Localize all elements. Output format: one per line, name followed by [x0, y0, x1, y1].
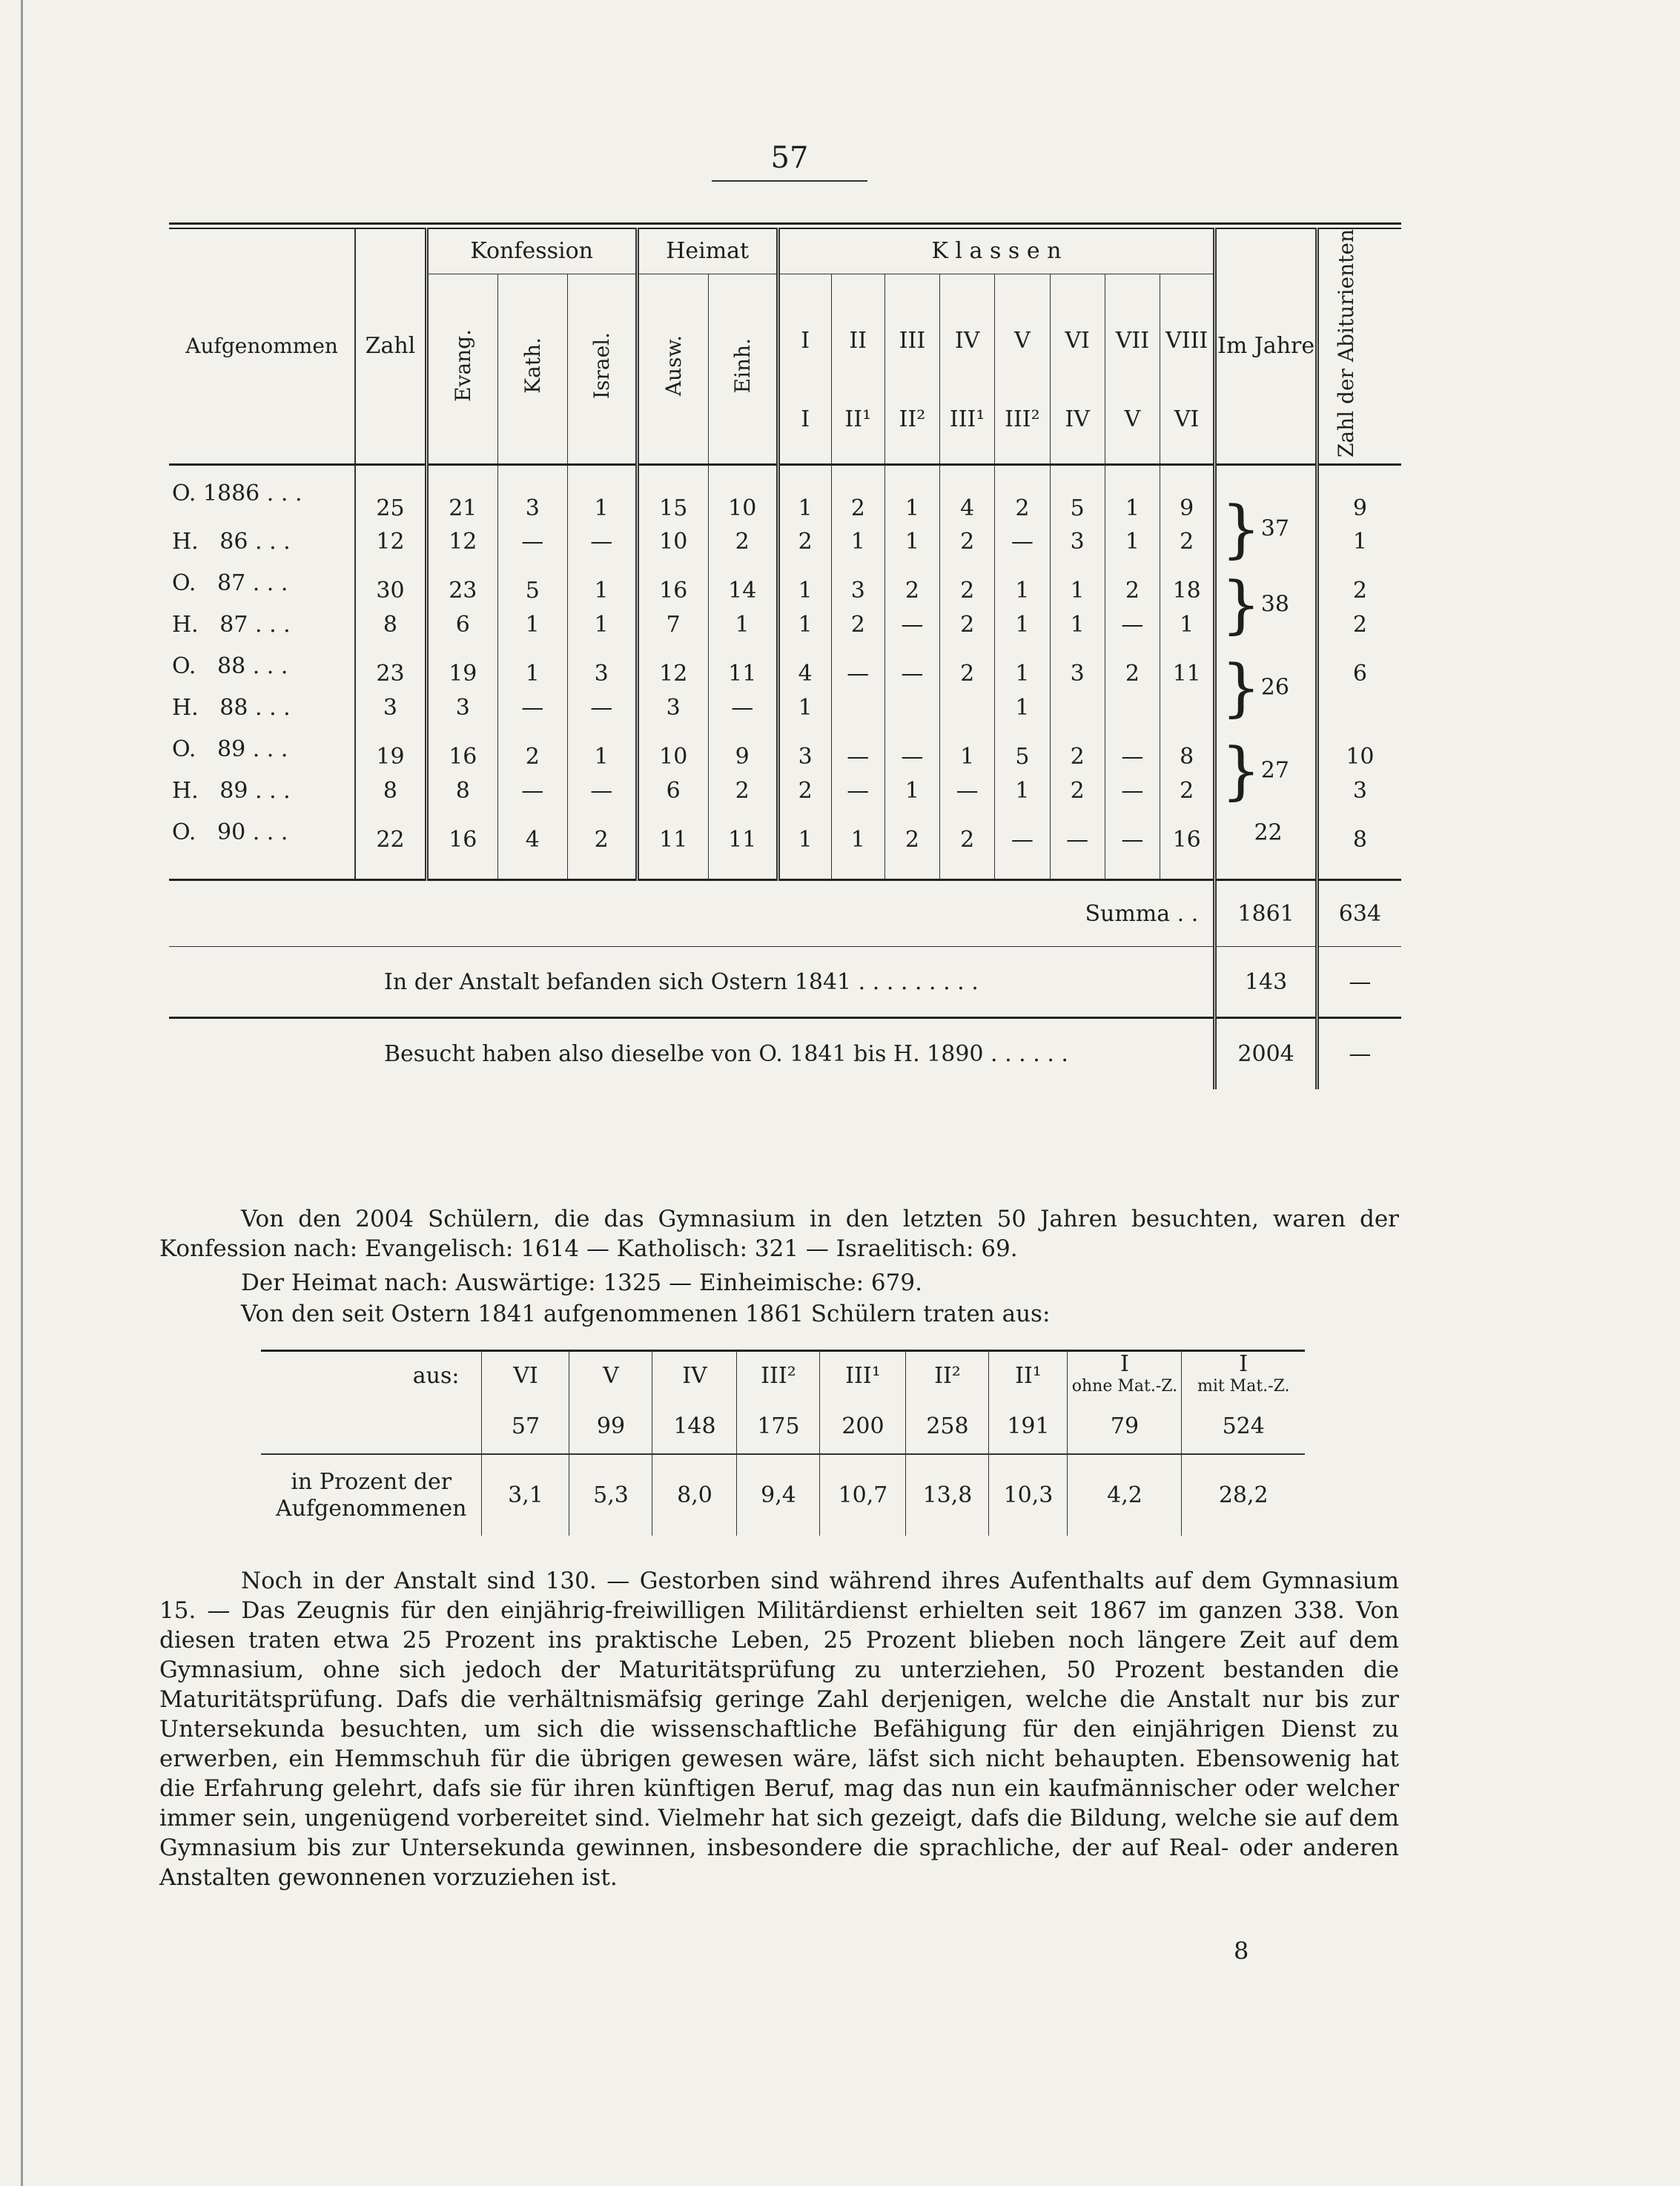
klasse-top-2: II [831, 274, 884, 407]
year-total-value: 22 [1254, 819, 1283, 846]
row-cell: 2 [1050, 729, 1105, 770]
row-cell [831, 687, 884, 729]
row-cell: — [831, 770, 884, 812]
spacer-cell [831, 853, 884, 880]
row-cell: 1 [995, 770, 1050, 812]
row-cell: 2 [831, 604, 884, 646]
row-cell: 6 [637, 770, 708, 812]
row-cell: 11 [708, 646, 778, 687]
aus-pct-i-mit: 28,2 [1182, 1454, 1305, 1536]
row-cell [1105, 687, 1160, 729]
aus-count-iii1: 200 [820, 1399, 906, 1454]
aus-class-iii2: III² [737, 1352, 820, 1399]
row-abiturienten: 3 [1352, 778, 1367, 804]
row-label: O. 89 . . . [172, 736, 288, 762]
row-cell: 1 [884, 464, 939, 521]
klasse-bottom-3: II² [884, 406, 939, 464]
row-cell: 4 [497, 812, 567, 853]
row-cell: — [1105, 729, 1160, 770]
row-abiturienten [1317, 687, 1401, 729]
row-cell: 2 [708, 770, 778, 812]
row-cell: 16 [1160, 812, 1215, 853]
klasse-bottom-2: II¹ [831, 406, 884, 464]
row-cell: 3 [1050, 521, 1105, 563]
row-cell: 10 [708, 464, 778, 521]
row-cell: 2 [1160, 770, 1215, 812]
row-cell: 10 [637, 521, 708, 563]
year-total [1215, 812, 1317, 853]
row-cell: — [708, 687, 778, 729]
spacer-cell [1317, 853, 1401, 880]
row-cell: — [1050, 812, 1105, 853]
row-cell: 9 [1160, 464, 1215, 521]
year-total-value: 27 [1260, 757, 1289, 783]
row-cell: 2 [1105, 563, 1160, 604]
closing-paragraph: Noch in der Anstalt sind 130. — Gestorben sind während ihres Aufenthalts auf dem Gymnasium 15. — Das Zeugnis für den einjährig-freiwilligen Militärdienst erhielten seit 1867 im ganzen 338. Von diesen traten etwa 25 Prozent ins praktische Leben, 25 Prozent blieben noch längere Zeit auf dem Gymnasium, ohne sich jedoch der Maturitätsprüfung zu unterziehen, 50 Prozent bestanden die Maturitätsprüfung. Dafs die verhältnismäfsig geringe Zahl derjenigen, welche die Anstalt nur bis zur Untersekunda besuchten, um sich die wissenschaftliche Befähigung für den einjährigen Dienst zu erwerben, ein Hemmschuh für die übrigen gewesen wäre, läfst sich nicht behaupten. Ebensowenig hat die Erfahrung gelehrt, dafs sie für ihren künftigen Beruf, mag das nun ein kaufmännischer oder welcher immer sein, ungenügend vorbereitet sind. Vielmehr hat sich gezeigt, dafs die Bildung, welche sie auf dem Gymnasium bis zur Untersekunda gewinnen, insbesondere die sprachliche, der auf Real- oder anderen Anstalten gewonnenen vorzuziehen ist. [159, 1568, 1399, 1891]
row-cell: 1 [995, 563, 1050, 604]
besucht-value: 2004 [1215, 1018, 1317, 1089]
header-israel-text: Israel. [589, 332, 614, 400]
aus-pct-iii1: 10,7 [820, 1454, 906, 1536]
row-cell [1050, 687, 1105, 729]
row-cell: 2 [778, 770, 831, 812]
row-cell: 3 [426, 687, 497, 729]
summary-heimat: Der Heimat nach: Auswärtige: 1325 — Einheimische: 679. [241, 1269, 922, 1296]
row-cell: 1 [567, 729, 637, 770]
aus-count-vi: 57 [482, 1399, 569, 1454]
row-cell: 1 [995, 604, 1050, 646]
row-cell: 1 [567, 563, 637, 604]
row-cell: 4 [778, 646, 831, 687]
klasse-bottom-7: V [1105, 406, 1160, 464]
aus-class-ii2: II² [906, 1352, 989, 1399]
row-cell: 2 [940, 604, 995, 646]
admissions-rows [169, 464, 1401, 853]
aus-pct-iv: 8,0 [652, 1454, 737, 1536]
sheet-signature: 8 [1234, 1937, 1249, 1965]
klasse-top-7: VII [1105, 274, 1160, 407]
aus-pct-i-ohne: 4,2 [1068, 1454, 1182, 1536]
befanden-value: 143 [1215, 947, 1317, 1018]
year-total-value: 26 [1260, 674, 1289, 700]
row-abiturienten: 2 [1352, 578, 1367, 604]
klasse-top-6: VI [1050, 274, 1105, 407]
row-cell: 3 [831, 563, 884, 604]
spacer-cell [1160, 853, 1215, 880]
klasse-top-8: VIII [1160, 274, 1215, 407]
aus-pct-vi: 3,1 [482, 1454, 569, 1536]
row-label: H. 88 . . . [172, 695, 291, 721]
spacer-cell [355, 853, 426, 880]
row-cell: 2 [940, 563, 995, 604]
row-cell: — [884, 729, 939, 770]
admissions-table [169, 222, 1401, 1089]
row-cell: 8 [426, 770, 497, 812]
klasse-bottom-5: III² [995, 406, 1050, 464]
row-cell: 19 [426, 646, 497, 687]
summa-abit: 634 [1317, 880, 1401, 947]
aus-count-i-ohne: 79 [1068, 1399, 1182, 1454]
row-cell: 11 [1160, 646, 1215, 687]
aus-count-ii2: 258 [906, 1399, 989, 1454]
spacer-cell [169, 853, 355, 880]
row-cell: 5 [995, 729, 1050, 770]
aus-count-iii2: 175 [737, 1399, 820, 1454]
row-cell: — [831, 729, 884, 770]
klasse-top-5: V [995, 274, 1050, 407]
row-cell: 3 [778, 729, 831, 770]
aus-class-i-mit [1182, 1352, 1305, 1399]
row-cell: 5 [497, 563, 567, 604]
spacer-cell [637, 853, 708, 880]
header-zahl: Zahl [355, 228, 426, 465]
row-cell: 1 [831, 521, 884, 563]
spacer-cell [497, 853, 567, 880]
spacer-row [169, 853, 1401, 880]
row-cell: 1 [884, 521, 939, 563]
klasse-top-4: IV [940, 274, 995, 407]
befanden-abit: — [1317, 947, 1401, 1018]
besucht-label: Besucht haben also dieselbe von O. 1841 bis H. 1890 . . . . . . [169, 1018, 1215, 1089]
row-cell: 1 [567, 604, 637, 646]
row-cell: 1 [1105, 521, 1160, 563]
befanden-label: In der Anstalt befanden sich Ostern 1841 . . . . . . . . . [169, 947, 1215, 1018]
brace-icon: } [1221, 733, 1261, 807]
row-abiturienten: 1 [1352, 529, 1367, 555]
header-aufgenommen: Aufgenommen [169, 228, 355, 465]
brace-icon: } [1221, 567, 1261, 641]
aus-class-i-ohne-label: I [1120, 1351, 1129, 1377]
row-cell: — [884, 646, 939, 687]
header-abiturienten-text: Zahl der Abiturienten [1334, 228, 1359, 458]
row-cell: 5 [1050, 464, 1105, 521]
row-cell: 1 [778, 464, 831, 521]
row-cell: 11 [708, 812, 778, 853]
aus-count-i-mit: 524 [1182, 1399, 1305, 1454]
table-row [169, 563, 1401, 604]
header-evang [426, 274, 497, 465]
row-abiturienten: 2 [1352, 612, 1367, 638]
aus-label: aus: [412, 1362, 460, 1389]
row-abiturienten: 10 [1346, 744, 1375, 770]
besucht-row [169, 1018, 1401, 1089]
row-cell: 2 [995, 464, 1050, 521]
year-total [1215, 464, 1317, 563]
row-cell: — [497, 521, 567, 563]
row-cell: 2 [1105, 646, 1160, 687]
row-cell: 6 [426, 604, 497, 646]
aus-pct-v: 5,3 [569, 1454, 652, 1536]
row-cell: 2 [884, 812, 939, 853]
row-cell: 2 [567, 812, 637, 853]
klasse-bottom-6: IV [1050, 406, 1105, 464]
row-cell: 7 [637, 604, 708, 646]
row-cell: 16 [637, 563, 708, 604]
row-cell: 16 [426, 812, 497, 853]
row-cell: 3 [637, 687, 708, 729]
row-cell: 18 [1160, 563, 1215, 604]
row-cell: 1 [995, 646, 1050, 687]
header-klassen: K l a s s e n [778, 228, 1215, 274]
row-cell: 2 [831, 464, 884, 521]
row-cell: — [497, 770, 567, 812]
aus-count-label [261, 1399, 482, 1454]
table-row [169, 812, 1401, 853]
spacer-cell [1215, 853, 1317, 880]
row-cell: 8 [355, 604, 426, 646]
spacer-cell [884, 853, 939, 880]
spacer-cell [567, 853, 637, 880]
brace-icon: } [1221, 650, 1261, 724]
row-cell: 1 [708, 604, 778, 646]
year-total [1215, 646, 1317, 729]
spacer-cell [778, 853, 831, 880]
klasse-top-3: III [884, 274, 939, 407]
aus-pct-ii2: 13,8 [906, 1454, 989, 1536]
row-cell: 2 [1050, 770, 1105, 812]
row-cell: 2 [497, 729, 567, 770]
row-cell: 1 [1160, 604, 1215, 646]
row-cell: 15 [637, 464, 708, 521]
besucht-abit: — [1317, 1018, 1401, 1089]
spacer-cell [995, 853, 1050, 880]
aus-percent-label: in Prozent der Aufgenommenen [261, 1454, 482, 1536]
row-cell: 3 [497, 464, 567, 521]
table-row [169, 729, 1401, 770]
summary-konfession: Von den 2004 Schülern, die das Gymnasium in den letzten 50 Jahren besuchten, waren der Konfession nach: Evangelisch: 1614 — Katholisch: 321 — Israelitisch: 69. [159, 1206, 1399, 1262]
row-cell: 22 [355, 812, 426, 853]
header-konfession: Konfession [426, 228, 637, 274]
row-cell: 3 [355, 687, 426, 729]
klasse-bottom-4: III¹ [940, 406, 995, 464]
row-cell: 2 [884, 563, 939, 604]
row-cell [884, 687, 939, 729]
row-cell: 1 [497, 604, 567, 646]
row-cell: — [831, 646, 884, 687]
row-cell: 19 [355, 729, 426, 770]
row-cell: 2 [940, 812, 995, 853]
row-label: H. 87 . . . [172, 612, 291, 638]
row-cell: 10 [637, 729, 708, 770]
summa-label: Summa . . [169, 880, 1215, 947]
row-cell: 12 [426, 521, 497, 563]
row-cell: — [1105, 604, 1160, 646]
spacer-cell [426, 853, 497, 880]
befanden-row [169, 947, 1401, 1018]
row-cell: — [497, 687, 567, 729]
summary-traten-aus: Von den seit Ostern 1841 aufgenommenen 1861 Schülern traten aus: [241, 1301, 1051, 1327]
spacer-cell [1050, 853, 1105, 880]
row-cell: 23 [355, 646, 426, 687]
page-number-rule [712, 180, 867, 182]
row-cell: 2 [708, 521, 778, 563]
row-cell: 23 [426, 563, 497, 604]
row-cell: 3 [567, 646, 637, 687]
klasse-bottom-1: I [778, 406, 831, 464]
row-cell: 1 [567, 464, 637, 521]
page-edge [21, 0, 23, 2186]
row-cell: 2 [940, 521, 995, 563]
row-cell: 1 [778, 604, 831, 646]
spacer-cell [1105, 853, 1160, 880]
row-cell: 1 [831, 812, 884, 853]
row-cell: — [567, 687, 637, 729]
row-cell: 1 [940, 729, 995, 770]
header-im-jahre: Im Jahre [1215, 228, 1317, 465]
year-total-value: 38 [1260, 591, 1289, 617]
row-cell: 14 [708, 563, 778, 604]
row-cell: 3 [1050, 646, 1105, 687]
aus-count-v: 99 [569, 1399, 652, 1454]
klasse-top-1: I [778, 274, 831, 407]
header-heimat: Heimat [637, 228, 778, 274]
row-cell: 2 [1160, 521, 1215, 563]
aus-class-ii1: II¹ [989, 1352, 1068, 1399]
row-cell [1160, 687, 1215, 729]
aus-pct-iii2: 9,4 [737, 1454, 820, 1536]
row-label: O. 90 . . . [172, 819, 288, 845]
row-cell: — [884, 604, 939, 646]
row-cell: 25 [355, 464, 426, 521]
row-abiturienten: 6 [1352, 661, 1367, 687]
row-cell: 16 [426, 729, 497, 770]
spacer-cell [708, 853, 778, 880]
row-cell: 1 [778, 563, 831, 604]
row-abiturienten: 8 [1352, 827, 1367, 853]
row-cell: 1 [1050, 604, 1105, 646]
aus-class-i-ohne-sub: ohne Mat.-Z. [1071, 1377, 1178, 1396]
row-label: O. 88 . . . [172, 653, 288, 679]
row-abiturienten: 9 [1352, 495, 1367, 521]
row-label: O. 87 . . . [172, 570, 288, 596]
brace-icon: } [1221, 492, 1261, 565]
header-einh-text: Einh. [730, 338, 755, 394]
header-ausw [637, 274, 708, 465]
header-israel [567, 274, 637, 465]
aus-class-vi: VI [482, 1352, 569, 1399]
ausgetreten-table [261, 1350, 1305, 1536]
row-label: H. 86 . . . [172, 529, 291, 555]
row-cell: 2 [940, 646, 995, 687]
year-total-value: 37 [1260, 515, 1289, 542]
row-cell: 11 [637, 812, 708, 853]
row-cell: — [995, 521, 1050, 563]
header-abiturienten [1317, 228, 1401, 465]
aus-class-iii1: III¹ [820, 1352, 906, 1399]
aus-class-iv: IV [652, 1352, 737, 1399]
header-kath [497, 274, 567, 465]
aus-count-iv: 148 [652, 1399, 737, 1454]
aus-count-ii1: 191 [989, 1399, 1068, 1454]
row-label: H. 89 . . . [172, 778, 291, 804]
row-cell: 2 [778, 521, 831, 563]
row-cell: 12 [355, 521, 426, 563]
aus-class-i-ohne [1068, 1352, 1182, 1399]
row-cell: — [940, 770, 995, 812]
spacer-cell [940, 853, 995, 880]
header-ausw-text: Ausw. [661, 335, 686, 397]
table-row [169, 646, 1401, 687]
summa-value: 1861 [1215, 880, 1317, 947]
aus-class-i-mit-sub: mit Mat.-Z. [1197, 1377, 1290, 1396]
aus-class-v: V [569, 1352, 652, 1399]
row-cell: — [567, 521, 637, 563]
header-einh [708, 274, 778, 465]
aus-pct-ii1: 10,3 [989, 1454, 1068, 1536]
row-cell: 1 [778, 687, 831, 729]
row-cell: 1 [1050, 563, 1105, 604]
row-cell: 1 [778, 812, 831, 853]
row-cell [940, 687, 995, 729]
klasse-bottom-8: VI [1160, 406, 1215, 464]
row-cell: 1 [884, 770, 939, 812]
row-cell: — [567, 770, 637, 812]
row-cell: 8 [1160, 729, 1215, 770]
aus-class-i-mit-label: I [1239, 1351, 1249, 1377]
row-cell: — [1105, 770, 1160, 812]
page-number: 57 [770, 141, 809, 175]
header-evang-text: Evang. [450, 329, 475, 403]
row-cell: 1 [995, 687, 1050, 729]
row-cell: 9 [708, 729, 778, 770]
row-cell: 21 [426, 464, 497, 521]
row-label: O. 1886 . . . [172, 480, 302, 506]
year-total [1215, 729, 1317, 812]
row-cell: 12 [637, 646, 708, 687]
row-cell: — [995, 812, 1050, 853]
row-cell: 1 [497, 646, 567, 687]
row-cell: 30 [355, 563, 426, 604]
row-cell: 1 [1105, 464, 1160, 521]
year-total [1215, 563, 1317, 646]
header-kath-text: Kath. [520, 337, 545, 394]
row-cell: 8 [355, 770, 426, 812]
table-row [169, 464, 1401, 521]
row-cell: — [1105, 812, 1160, 853]
row-cell: 4 [940, 464, 995, 521]
summa-row [169, 880, 1401, 947]
